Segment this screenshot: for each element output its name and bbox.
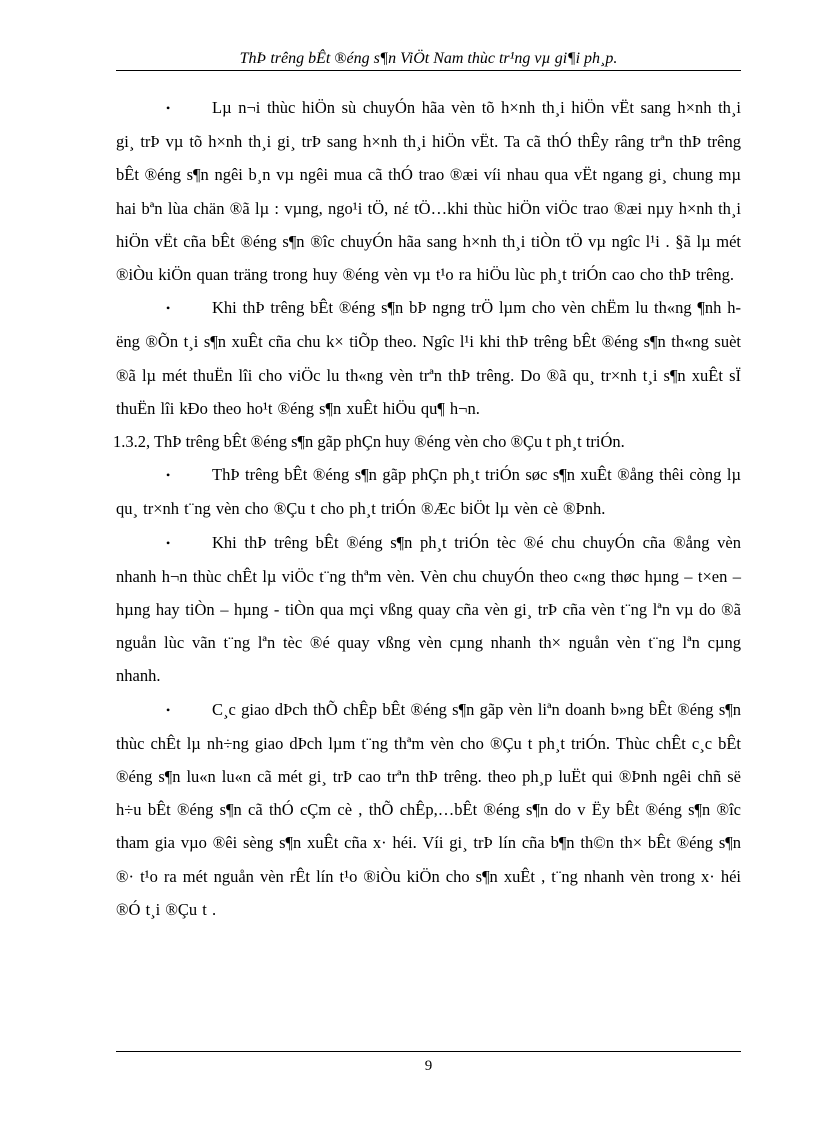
page-body (113, 91, 741, 926)
paragraph-text: C¸c giao dÞch thÕ chÊp bÊt ®éng s¶n gãp vèn liªn doanh b»ng bÊt ®éng s¶n thùc chÊt lµ nh÷ng giao dÞch lµm t¨ng thªm vèn cho ®Çu t ph¸t triÓn. Thùc chÊt c¸c bÊt ®éng s¶n lu«n lu«n cã mét gi¸ trÞ cao trªn thÞ trêng. theo ph¸p luËt qui ®Þnh ngêi chñ së h÷u bÊt ®éng s¶n cã thÓ cÇm cè , thÕ chÊp,…bÊt ®éng s¶n do v Ëy bÊt ®éng s¶n ®îc tham gia vµo ®êi sèng s¶n xuÊt cña x· héi. Víi gi¸ trÞ lín cña b¶n th©n th× bÊt ®éng s¶n ®· t¹o ra mét nguån vèn rÊt lín t¹o ®iÒu kiÖn cho s¶n xuÊt , t¨ng nhanh vèn trong x· héi ®Ó t¸i ®Çu t . (116, 699, 741, 919)
bullet-icon: • (166, 301, 171, 316)
bullet-paragraph-5 (116, 693, 741, 926)
bullet-icon: • (166, 101, 171, 115)
footer-divider (116, 1051, 741, 1052)
bullet-paragraph-3 (116, 458, 741, 525)
running-header: ThÞ trêng bÊt ®éng s¶n ViÖt Nam thùc tr¹ng vµ gi¶i ph¸p. (239, 50, 618, 67)
paragraph-text: Khi thÞ trêng bÊt ®éng s¶n ph¸t triÓn tèc ®é chu chuyÓn cña ®ång vèn nhanh h¬n thùc chÊt lµ viÖc t¨ng thªm vèn. Vèn chu chuyÓn theo c«ng thøc hµng – t×en – hµng hay tiÒn – hµng - tiÒn qua mçi vßng quay cña vèn gi¸ trÞ cña vèn t¨ng lªn vµ do ®ã nguån lùc vãn t¨ng lªn tèc ®é quay vßng vèn cµng nhanh th× nguån vèn t¨ng lªn cµng nhanh. (116, 532, 741, 686)
bullet-icon: • (166, 702, 171, 717)
paragraph-text: Lµ n¬i thùc hiÖn sù chuyÓn hãa vèn tõ h×nh th¸i hiÖn vËt sang h×nh th¸i gi¸ trÞ vµ tõ h×nh th¸i gi¸ trÞ sang h×nh th¸i hiÖn vËt. Ta cã thÓ thÊy râng trªn thÞ trêng bÊt ®éng s¶n ngêi b¸n vµ ngêi mua cã thÓ trao ®æi víi nhau qua vËt ngang gi¸ chung mµ hai bªn lùa chän ®ã lµ : vµng, ngo¹i tÖ, nέ tÖ…khi thùc hiÖn viÖc trao ®æi nµy h×nh th¸i hiÖn vËt cña bÊt ®éng s¶n ®îc chuyÓn hãa sang h×nh th¸i tiÒn tÖ vµ ngîc l¹i . §ã lµ mét ®iÒu kiÖn quan träng trong huy ®éng vèn vµ t¹o ra hiÖu lùc ph¸t triÓn cao cho thÞ trêng. (116, 98, 741, 285)
paragraph-text: Khi thÞ trêng bÊt ®éng s¶n bÞ ngng trÖ lµm cho vèn chËm lu th«ng ¶nh hëng ®Õn t¸i s¶n xuÊt cña chu k× tiÕp theo. Ngîc l¹i khi thÞ trêng bÊt ®éng s¶n th«ng suèt ®ã lµ mét thuËn lîi cho viÖc lu th«ng vèn trªn thÞ trêng. Do ®ã qu¸ tr×nh t¸i s¶n xuÊt sÏ thuËn lîi kÐo theo ho¹t ®éng s¶n xuÊt hiÖu qu¶ h¬n. (116, 298, 741, 418)
section-heading: 1.3.2, ThÞ trêng bÊt ®éng s¶n gãp phÇn huy ®éng vèn cho ®Çu t ph¸t triÓn. (113, 432, 625, 452)
bullet-paragraph-1 (116, 91, 741, 291)
paragraph-text: ThÞ trêng bÊt ®éng s¶n gãp phÇn ph¸t triÓn søc s¶n xuÊt ®ång thêi còng lµ qu¸ tr×nh t¨ng vèn cho ®Çu t cho ph¸t triÓn ®Æc biÖt lµ vèn cè ®Þnh. (116, 465, 741, 519)
page-number: 9 (424, 1058, 433, 1074)
bullet-paragraph-2 (116, 291, 741, 425)
header-divider (116, 70, 741, 71)
bullet-icon: • (166, 468, 171, 483)
bullet-paragraph-4 (116, 526, 741, 693)
bullet-icon: • (166, 535, 171, 550)
